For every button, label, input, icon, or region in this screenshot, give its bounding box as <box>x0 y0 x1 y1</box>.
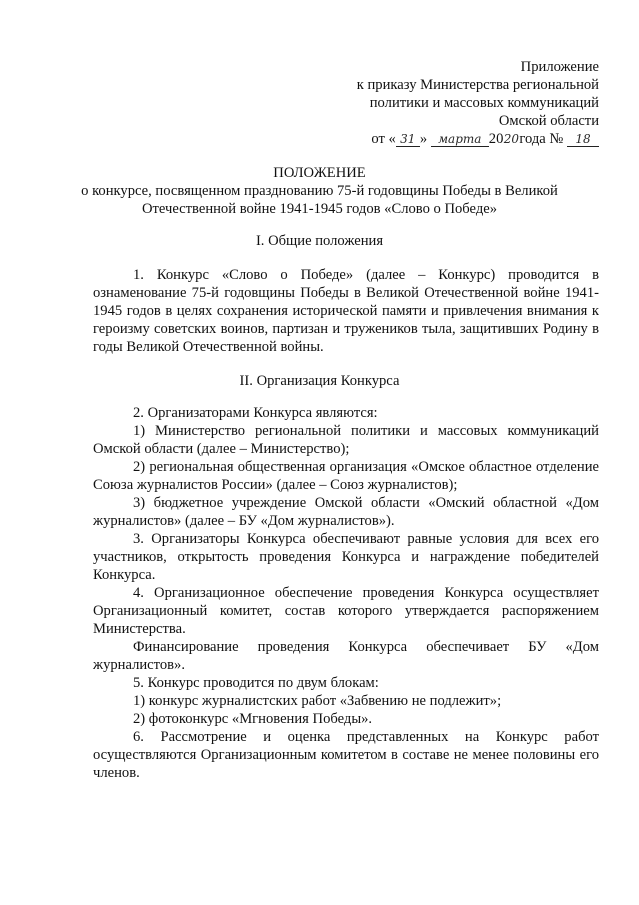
date-year-prefix: 20 <box>488 131 504 147</box>
date-month-handwritten: марта <box>431 132 489 147</box>
title-heading: ПОЛОЖЕНИЕ <box>273 165 366 181</box>
paragraph-4-financing: Финансирование проведения Конкурса обеспечивает БУ «Дом журналистов». <box>93 639 599 673</box>
appendix-order-line1: к приказу Министерства региональной <box>356 77 599 93</box>
paragraph-2-item-3: 3) бюджетное учреждение Омской области «Омский областной «Дом журналистов» (далее – БУ «Дом журналистов»). <box>93 495 599 529</box>
paragraph-1: 1. Конкурс «Слово о Победе» (далее – Конкурс) проводится в ознаменование 75-й годовщины Победы в Великой Отечественной войне 1941-1945 годов в целях сохранения исторической памяти и привлечения внимания к героизму советских воинов, партизан и тружеников тыла, защитивших Родину в годы Великой Отечественной войны. <box>93 267 599 355</box>
appendix-date-line <box>279 130 599 148</box>
section2-body <box>93 404 599 782</box>
section1-body <box>93 266 599 356</box>
appendix-order-line2: политики и массовых коммуникаций <box>369 95 599 111</box>
title-line2: Отечественной войне 1941-1945 годов «Слово о Победе» <box>141 201 498 217</box>
paragraph-5: 5. Конкурс проводится по двум блокам: <box>133 675 379 691</box>
section2-heading: II. Организация Конкурса <box>239 373 400 389</box>
order-number-handwritten: 18 <box>567 132 599 147</box>
date-year-word: года № <box>519 131 564 147</box>
paragraph-3: 3. Организаторы Конкурса обеспечивают равные условия для всех его участников, открытость проведения Конкурса и награждение победителей Конкурса. <box>93 531 599 583</box>
appendix-header <box>279 58 599 148</box>
paragraph-2-item-2: 2) региональная общественная организация «Омское областное отделение Союза журналистов России» (далее – Союз журналистов); <box>93 459 599 493</box>
paragraph-5-item-2: 2) фотоконкурс «Мгновения Победы». <box>133 711 373 727</box>
paragraph-4: 4. Организационное обеспечение проведения Конкурса осуществляет Организационный комитет, состав которого утверждается распоряжением Министерства. <box>93 585 599 637</box>
paragraph-6: 6. Рассмотрение и оценка представленных на Конкурс работ осуществляются Организационным комитетом в составе не менее половины его членов. <box>93 729 599 781</box>
appendix-label: Приложение <box>520 59 599 75</box>
title-line1: о конкурсе, посвященном празднованию 75-й годовщины Победы в Великой <box>81 183 558 199</box>
section1-heading: I. Общие положения <box>255 233 384 249</box>
paragraph-2-item-1: 1) Министерство региональной политики и массовых коммуникаций Омской области (далее – Министерство); <box>93 423 599 457</box>
appendix-order-line3: Омской области <box>498 113 599 129</box>
document-title <box>0 164 639 218</box>
date-prefix: от « <box>371 131 396 147</box>
date-year-handwritten: 20 <box>503 132 519 146</box>
paragraph-5-item-1: 1) конкурс журналистских работ «Забвению не подлежит»; <box>133 693 502 709</box>
paragraph-2: 2. Организаторами Конкурса являются: <box>133 405 378 421</box>
date-mid: » <box>419 131 428 147</box>
date-day-handwritten: 31 <box>396 132 420 147</box>
